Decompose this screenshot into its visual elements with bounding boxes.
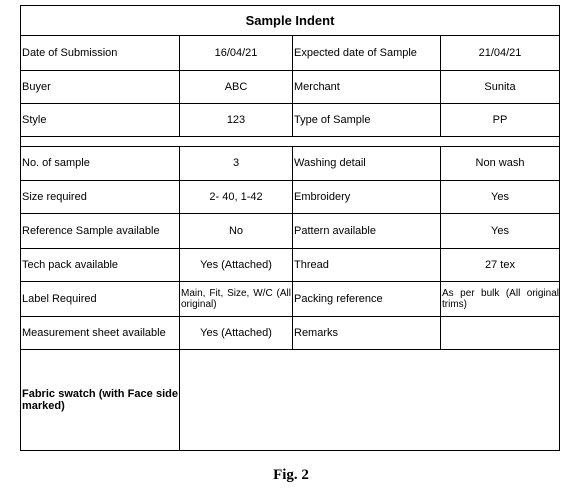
value-measurement-sheet: Yes (Attached) — [200, 326, 272, 339]
value-packing-reference-cell — [441, 281, 559, 316]
label-no-of-sample: No. of sample — [22, 157, 90, 169]
value-packing-reference: As per bulk (All original trims) — [442, 287, 559, 310]
label-date-of-submission: Date of Submission — [22, 46, 118, 59]
label-thread: Thread — [294, 258, 329, 271]
sample-indent-form — [20, 5, 560, 451]
label-embroidery: Embroidery — [294, 190, 351, 203]
value-date-of-submission: 16/04/21 — [214, 46, 258, 59]
label-fabric-swatch-cell — [21, 349, 178, 451]
label-remarks: Remarks — [294, 326, 339, 339]
value-buyer: ABC — [224, 80, 248, 93]
figure-caption: Fig. 2 — [273, 467, 309, 483]
label-merchant: Merchant — [294, 80, 340, 93]
form-title: Sample Indent — [245, 13, 335, 28]
value-no-of-sample: 3 — [232, 157, 240, 169]
label-measurement-sheet: Measurement sheet available — [22, 326, 166, 339]
label-packing-reference: Packing reference — [294, 292, 383, 305]
value-expected-date: 21/04/21 — [478, 46, 522, 59]
value-label-required: Main, Fit, Size, W/C (All original) — [181, 287, 291, 310]
value-embroidery: Yes — [491, 190, 509, 203]
label-pattern-available: Pattern available — [294, 224, 376, 237]
fabric-swatch-area — [180, 349, 559, 451]
label-buyer: Buyer — [22, 80, 51, 93]
label-style: Style — [22, 113, 47, 126]
value-tech-pack: Yes (Attached) — [200, 258, 272, 271]
value-reference-sample: No — [228, 224, 244, 237]
rule — [21, 136, 559, 137]
label-expected-date: Expected date of Sample — [294, 46, 417, 59]
value-type-of-sample: PP — [492, 113, 508, 126]
value-remarks — [441, 316, 559, 349]
label-size-required: Size required — [22, 190, 87, 203]
label-fabric-swatch: Fabric swatch (with Face side marked) — [22, 388, 178, 412]
value-washing-detail: Non wash — [475, 157, 525, 169]
label-type-of-sample: Type of Sample — [294, 113, 371, 126]
value-style: 123 — [226, 113, 246, 126]
value-label-required-cell — [180, 281, 291, 316]
label-washing-detail: Washing detail — [294, 157, 366, 169]
value-pattern-available: Yes — [491, 224, 509, 237]
value-merchant: Sunita — [484, 80, 516, 93]
label-reference-sample: Reference Sample available — [22, 224, 160, 237]
label-label-required: Label Required — [22, 292, 97, 305]
label-tech-pack: Tech pack available — [22, 258, 119, 271]
value-size-required: 2- 40, 1-42 — [209, 190, 263, 203]
value-thread: 27 tex — [485, 258, 515, 271]
